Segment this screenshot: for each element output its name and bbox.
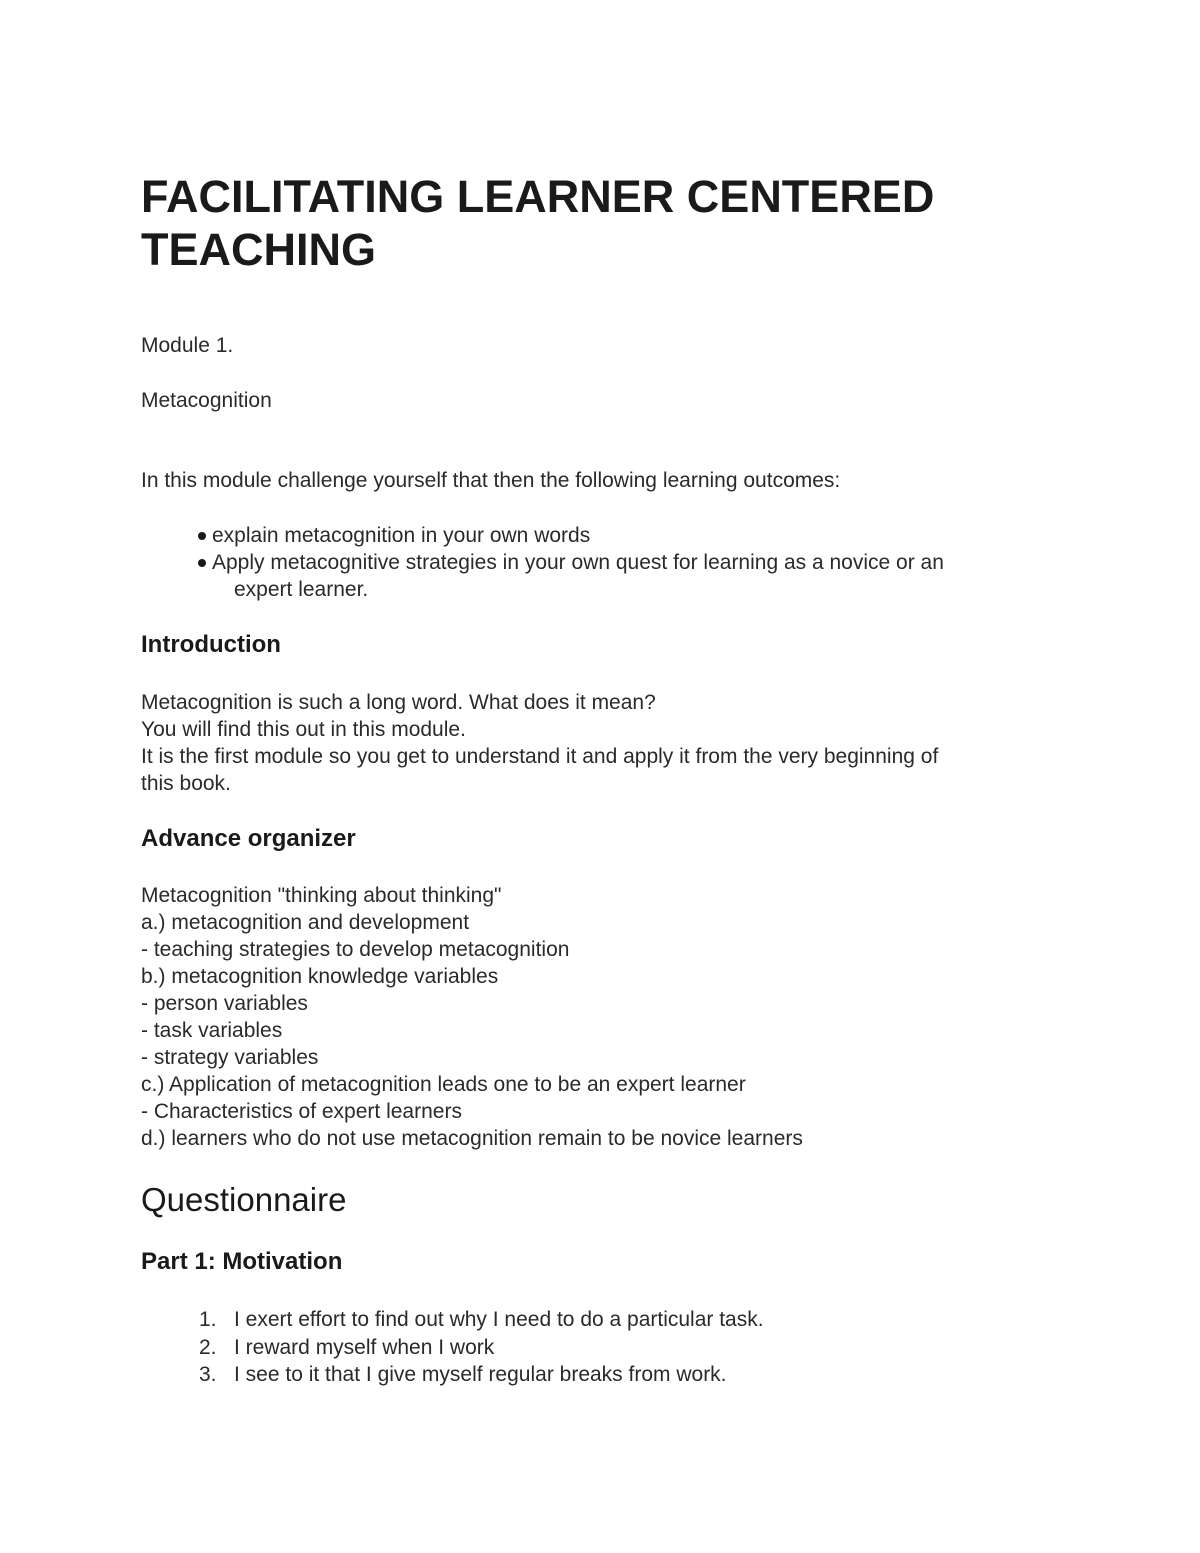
item-number: 3. (199, 1363, 217, 1386)
organizer-line: a.) metacognition and development (141, 911, 470, 934)
outcome-text: explain metacognition in your own words (212, 524, 591, 547)
module-label: Module 1. (141, 334, 234, 357)
introduction-line: You will find this out in this module. (141, 718, 466, 741)
item-text: I reward myself when I work (234, 1335, 495, 1359)
introduction-heading: Introduction (141, 631, 281, 658)
item-text: I exert effort to find out why I need to do a particular task. (234, 1308, 764, 1331)
introduction-line: It is the first module so you get to understand it and apply it from the very beginning of (141, 745, 939, 768)
introduction-line: Metacognition is such a long word. What does it mean? (141, 691, 656, 714)
organizer-line: Metacognition "thinking about thinking" (141, 884, 502, 907)
module-topic: Metacognition (141, 389, 272, 412)
organizer-line: - strategy variables (141, 1046, 319, 1069)
organizer-line: - teaching strategies to develop metacognition (141, 938, 570, 961)
advance-organizer-heading: Advance organizer (141, 825, 356, 852)
organizer-line: d.) learners who do not use metacognition remain to be novice learners (141, 1127, 803, 1150)
bullet-icon (198, 532, 206, 540)
outcomes-list (198, 522, 1058, 603)
organizer-line: - person variables (141, 992, 308, 1015)
questionnaire-heading: Questionnaire (141, 1181, 347, 1218)
advance-organizer-body (141, 882, 1061, 1152)
organizer-line: b.) metacognition knowledge variables (141, 965, 499, 988)
list-item (198, 522, 1058, 549)
list-item (198, 549, 1058, 603)
part1-heading: Part 1: Motivation (141, 1248, 343, 1275)
list-item (141, 1306, 1041, 1334)
item-number: 2. (199, 1335, 217, 1359)
introduction-line: this book. (141, 772, 231, 795)
outcome-text: Apply metacognitive strategies in your own quest for learning as a novice or an (212, 551, 944, 574)
list-item (141, 1334, 1041, 1362)
organizer-line: c.) Application of metacognition leads one to be an expert learner (141, 1073, 746, 1096)
outcome-text-continued: expert learner. (234, 578, 369, 601)
list-item (141, 1361, 1041, 1389)
item-text: I see to it that I give myself regular breaks from work. (234, 1363, 727, 1386)
document-title: FACILITATING LEARNER CENTERED TEACHING (141, 171, 935, 275)
introduction-body (141, 689, 1061, 797)
item-number: 1. (199, 1308, 217, 1331)
organizer-line: - task variables (141, 1019, 283, 1042)
bullet-icon (198, 559, 206, 567)
intro-statement: In this module challenge yourself that then the following learning outcomes: (141, 469, 841, 492)
questionnaire-list (141, 1306, 1041, 1389)
organizer-line: - Characteristics of expert learners (141, 1100, 462, 1123)
